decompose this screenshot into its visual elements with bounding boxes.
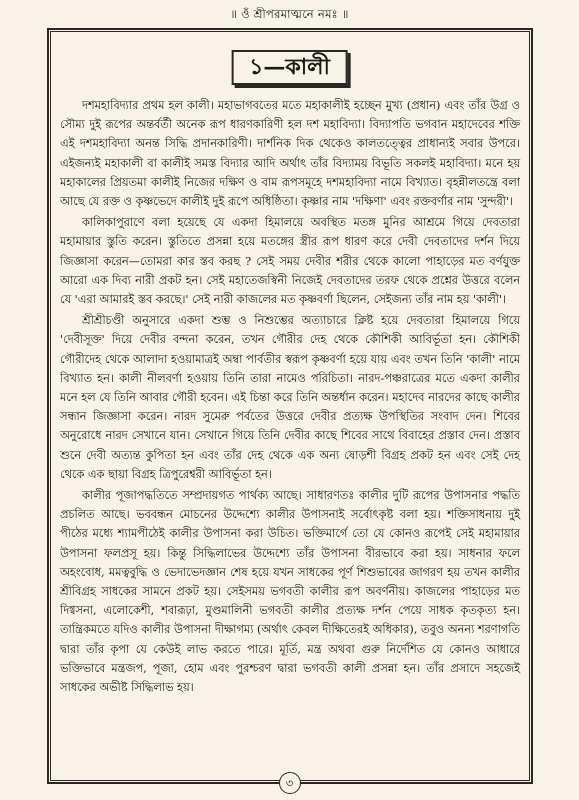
paragraph: কালিকাপুরাণে বলা হয়েছে যে একদা হিমালয়ে অবস্থিত মতঙ্গ মুনির আশ্রমে গিয়ে দেবতারা মহামায়ার স্তুতি করেন। স্তুতিতে প্রসন্না হয়ে মতঙ্গের স্ত্রীর রূপ ধারণ করে দেবী দেবতাদের দর্শন দিয়ে জিজ্ঞাসা করেন—তোমরা কার স্তব করছ ? সেই সময় দেবীর শরীর থেকে কালো পাহাড়ের মত বর্ণযুক্ত আরো এক দিব্য নারী প্রকট হন। সেই মহাতেজস্বিনী নিজেই দেবতাদের তরফ থেকে প্রশ্নের উত্তরে বলেন যে 'এরা আমারই স্তব করছে।' সেই নারী কাজলের মত কৃষ্ণবর্ণা ছিলেন, সেইজন্য তাঁর নাম হয় 'কালী'। [60,216,520,307]
paragraph: শ্রীশ্রীচণ্ডী অনুসারে একদা শুম্ভ ও নিশুম্ভের অত্যাচারে ক্লিষ্ট হয়ে দেবতারা হিমালয়ে গিয়ে 'দেবীসূক্ত' দিয়ে দেবীর বন্দনা করেন, তখন গৌরীর দেহ থেকে কৌশিকী আবির্ভূতা হন। কৌশিকী গৌরীদেহ থেকে আলাদা হওয়ামাত্রই অম্বা পার্বতীর স্বরূপ কৃষ্ণবর্ণা হয়ে যায় এবং তখন তিনি 'কালী' নামে বিখ্যাত হন। কালী নীলবর্ণা হওয়ায় তিনি তারা নামেও পরিচিতা। নারদ-পঞ্চরাত্রের মতে একদা কালীর মনে হল যে তিনি আবার গৌরী হবেন। এই চিন্তা করে তিনি অন্তর্ধান করেন। মহাদেব নারদের কাছে কালীর সন্ধান জিজ্ঞাসা করেন। নারদ সুমেরু পর্বতের উত্তরে দেবীর প্রত্যক্ষ উপস্থিতির সংবাদ দেন। শিবের অনুরোধে নারদ সেখানে যান। সেখানে গিয়ে তিনি দেবীর কাছে শিবের সাথে বিবাহের প্রস্তাব দেন। প্রস্তাব শুনে দেবী অত্যন্ত কুপিতা হন এবং তাঁর দেহ থেকে এক অন্য ষোড়শী বিগ্রহ প্রকট হন এবং সেই দেহ থেকে এক ছায়া বিগ্রহ ত্রিপুরেশ্বরী আবির্ভূতা হন। [60,314,520,481]
paragraph: কালীর পূজাপদ্ধতিতে সম্প্রদায়গত পার্থক্য আছে। সাধারণতঃ কালীর দুটি রূপের উপাসনার পদ্ধতি প্রচলিত আছে। ভববন্ধন মোচনের উদ্দেশ্যে কালীর উপাসনাই সর্বোৎকৃষ্ট বলা হয়। শক্তিসাধনায় দুই পীঠের মধ্যে শ্যামপীঠেই কালীর উপাসনা করা উচিত। ভক্তিমার্গে তো যে কোনও রূপেই সেই মহামায়ার উপাসনা ফলপ্রসূ হয়। কিন্তু সিদ্ধিলাভের উদ্দেশ্যে তাঁর উপাসনা বীরভাবে করা হয়। সাধনার ফলে অহংবোধ, মমত্ববুদ্ধি ও ভেদাভেদজ্ঞান শেষ হয়ে যখন সাধকের পূর্ণ শিশুভাবের জাগরণ হয় তখন কালীর শ্রীবিগ্রহ সাধকের সামনে প্রকট হয়। সেইসময় ভগবতী কালীর রূপ অবর্ণনীয়। কাজলের পাহাড়ের মত দিগ্বসনা, এলোকেশী, শবারূঢ়া, মুণ্ডমালিনী ভগবতী কালীর প্রত্যক্ষ দর্শন পেয়ে সাধক কৃতকৃত্য হন। তান্ত্রিকমতে যদিও কালীর উপাসনা দীক্ষাগম্য (অর্থাৎ কেবল দীক্ষিতেরই অধিকার), তবুও অনন্য শরণাগতি দ্বারা তাঁর কৃপা যে কেউই লাভ করতে পারে। মূর্তি, মন্ত্র অথবা গুরু নির্দেশিত যে কোনও আধারে ভক্তিভাবে মন্ত্রজপ, পূজা, হোম এবং পুরশ্চরণ দ্বারা ভগবতী কালী প্রসন্না হন। তাঁর প্রসাদে সহজেই সাধকের অভীষ্ট সিদ্ধিলাভ হয়। [60,489,520,695]
page-number: ৩ [279,772,301,794]
page-header: ॥ ওঁ শ্রীপরমাত্মনে নমঃ ॥ [230,7,349,21]
body-text [60,96,520,699]
paragraph: দশমহাবিদ্যার প্রথম হল কালী। মহাভাগবতের মতে মহাকালীই হচ্ছেন মুখ্য (প্রধান) এবং তাঁর উগ্র ও সৌম্য দুই রূপের অন্তর্বর্তী অনেক রূপ ধারণকারিণী হল দশ মহাবিদ্যা। বিদ্যাপতি ভগবান মহাদেবের শক্তি এই দশমহাবিদ্যা অনন্ত সিদ্ধি প্রদানকারিণী। দার্শনিক দিক থেকেও কালতত্ত্বের প্রাধান্যই সবার উপরে। এইজন্যই মহাকালী বা কালীই সমস্ত বিদ্যার আদি অর্থাৎ তাঁর বিদ্যাময় বিভূতি সকলই মহাবিদ্যা। মনে হয় মহাকালের প্রিয়তমা কালীই নিজের দক্ষিণ ও বাম রূপসমূহে দশমহাবিদ্যা নামে বিখ্যাত। বৃহন্নীলতন্ত্রে বলা আছে যে রক্ত ও কৃষ্ণভেদে কালীই দুই রূপে অধিষ্ঠিতা। কৃষ্ণার নাম 'দক্ষিণা' এবং রক্তবর্ণার নাম 'সুন্দরী'। [60,99,520,209]
chapter-title: ১—কালী [231,50,348,85]
